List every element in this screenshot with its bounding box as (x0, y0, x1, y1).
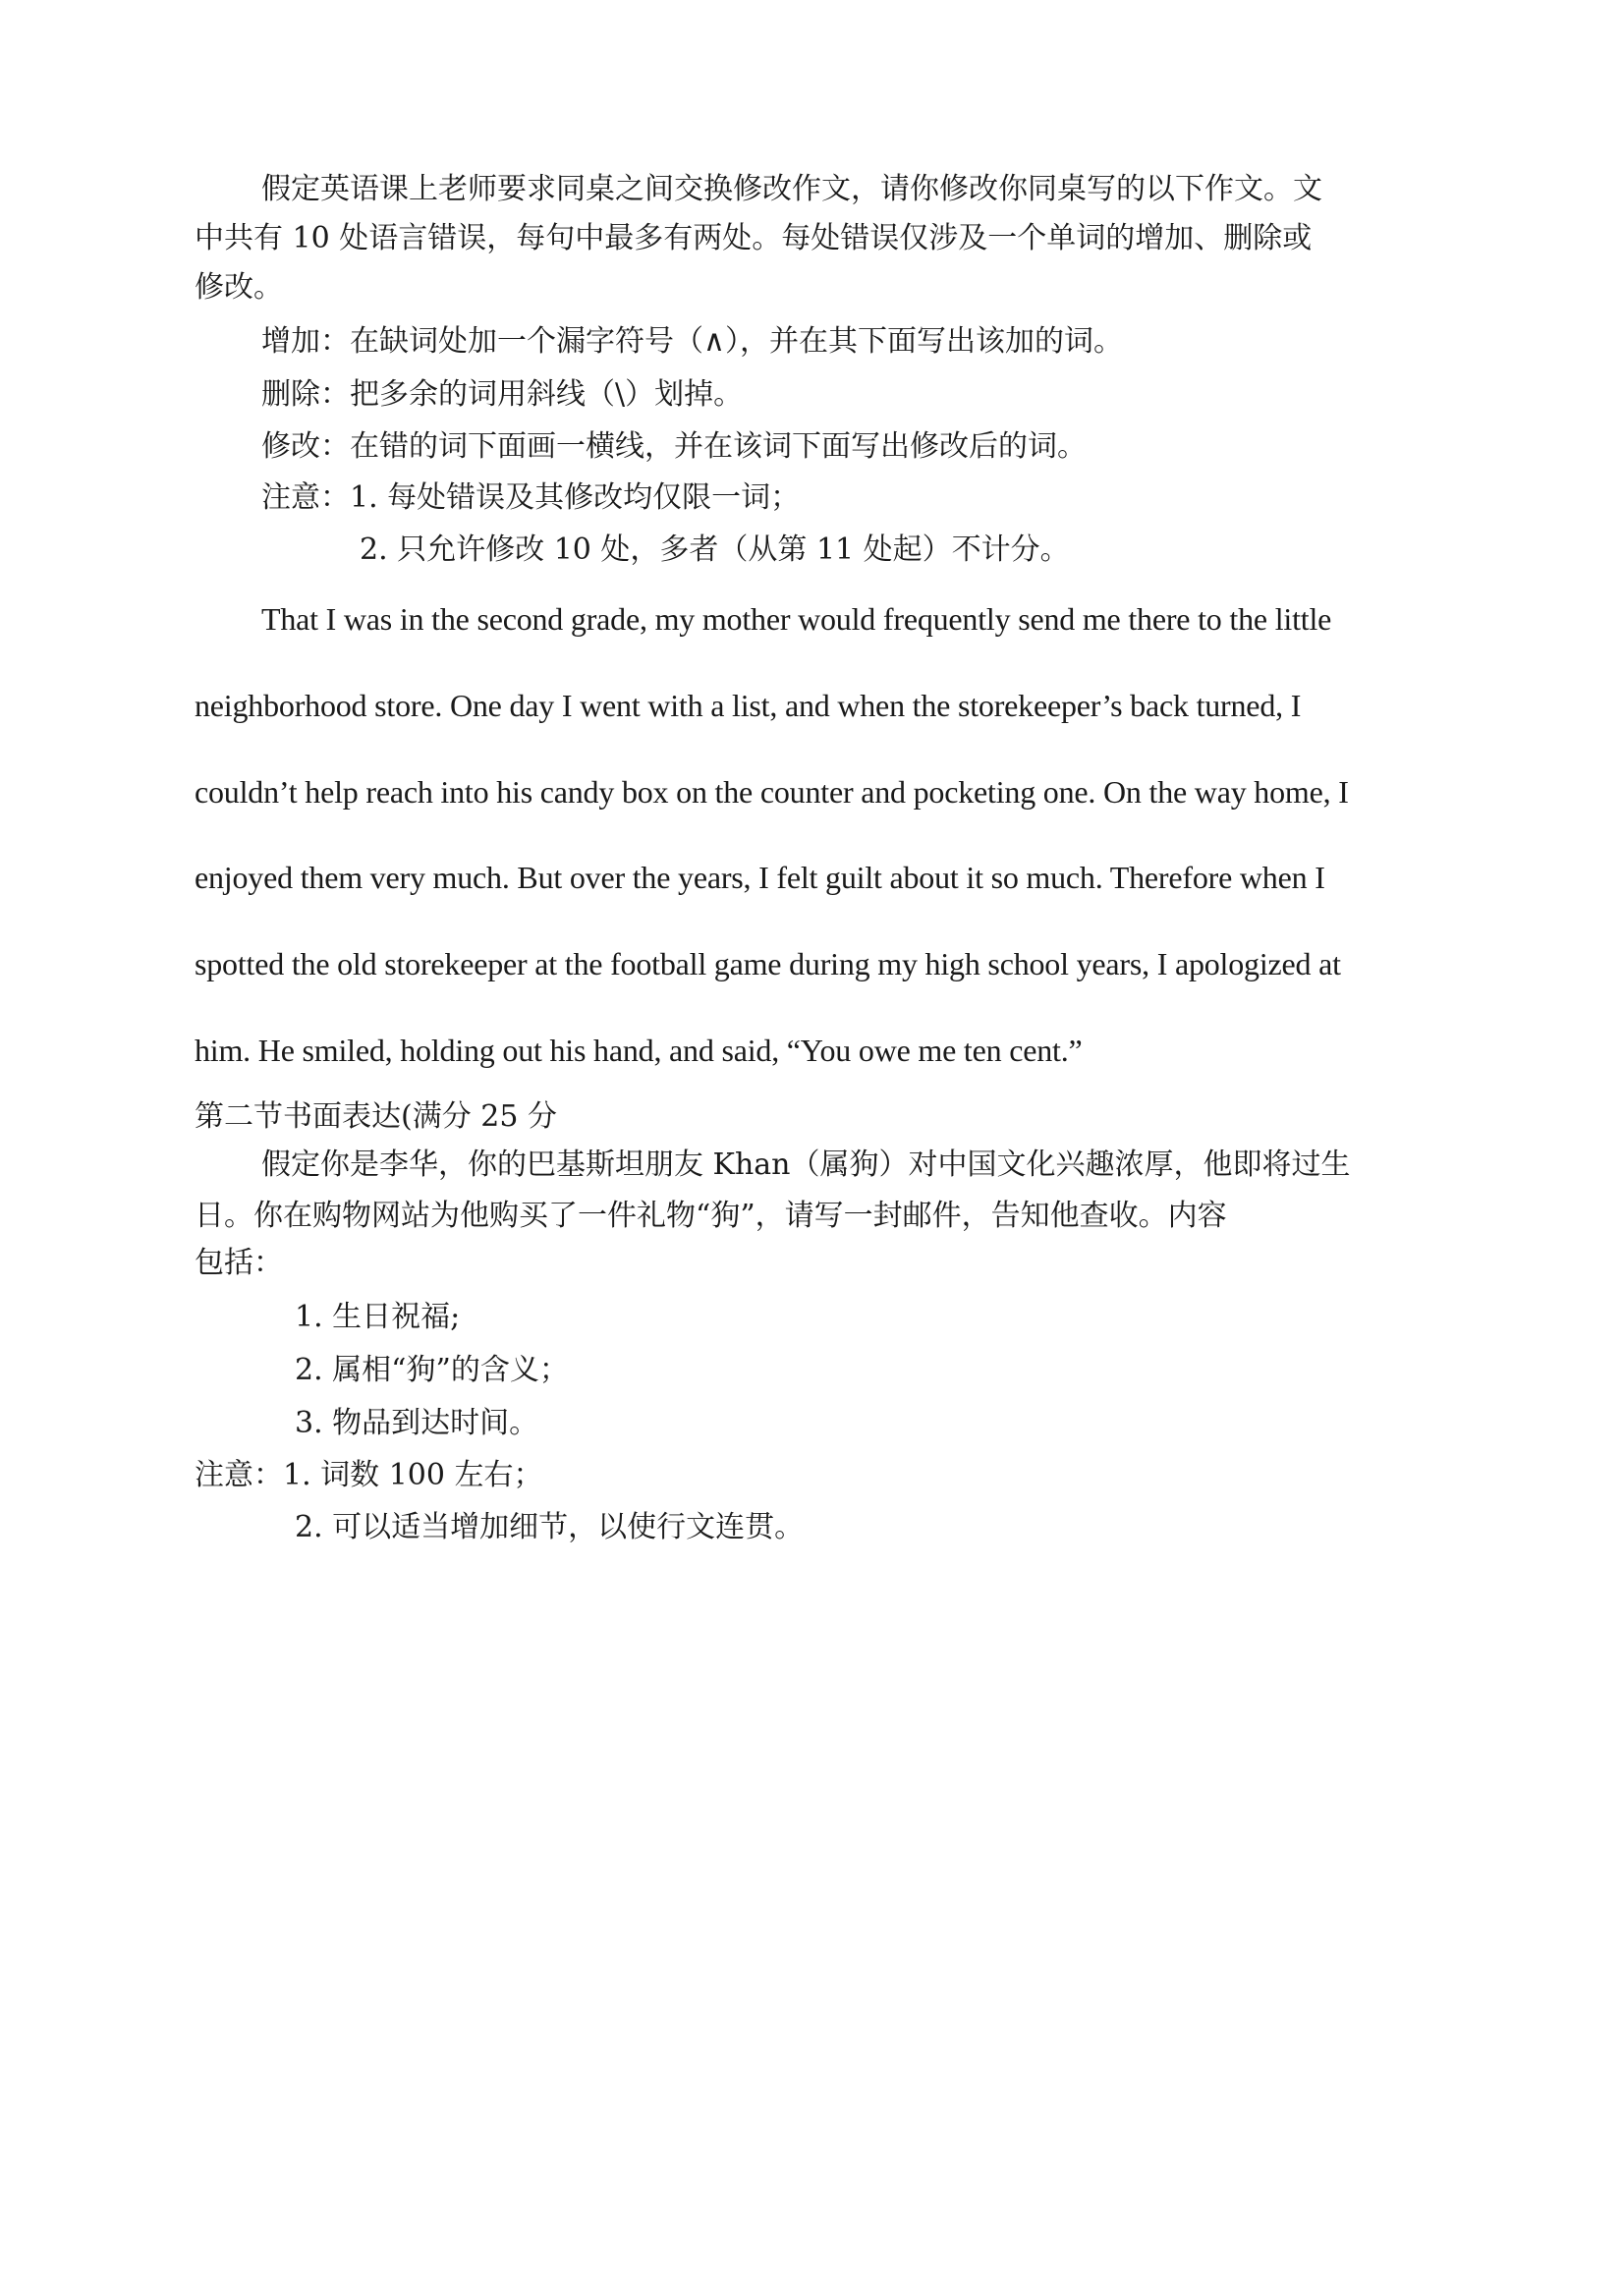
delete-rule: 删除：把多余的词用斜线（\）划掉。 (261, 377, 744, 412)
content-point-3: 3. 物品到达时间。 (295, 1406, 539, 1440)
passage-line-6: him. He smiled, holding out his hand, and said, “You owe me ten cent.” (195, 1033, 1083, 1068)
add-rule: 增加：在缺词处加一个漏字符号（∧），并在其下面写出该加的词。 (261, 324, 1123, 359)
writing-note-2: 2. 可以适当增加细节，以使行文连贯。 (295, 1510, 805, 1544)
writing-prompt-line-2: 日。你在购物网站为他购买了一件礼物“狗”，请写一封邮件，告知他查收。内容 (195, 1199, 1227, 1233)
writing-note-1: 注意：1. 词数 100 左右； (195, 1458, 543, 1492)
writing-prompt-line-1: 假定你是李华，你的巴基斯坦朋友 Khan（属狗）对中国文化兴趣浓厚，他即将过生 (261, 1148, 1351, 1182)
content-point-2: 2. 属相“狗”的含义； (295, 1353, 569, 1387)
writing-prompt-line-3: 包括： (195, 1246, 283, 1280)
passage-line-1: That I was in the second grade, my mother would frequently send me there to the little (261, 601, 1332, 637)
passage-line-3: couldn’t help reach into his candy box on the counter and pocketing one. On the way home, I (195, 774, 1349, 810)
instruction-line-2: 中共有 10 处语言错误，每句中最多有两处。每处错误仅涉及一个单词的增加、删除或 (195, 221, 1313, 255)
correction-note-1: 注意：1. 每处错误及其修改均仅限一词； (261, 480, 801, 515)
instruction-line-3: 修改。 (195, 270, 283, 305)
instruction-line-1: 假定英语课上老师要求同桌之间交换修改作文，请你修改你同桌写的以下作文。文 (261, 172, 1322, 206)
writing-section-heading: 第二节书面表达(满分 25 分 (195, 1099, 557, 1134)
passage-line-4: enjoyed them very much. But over the years, I felt guilt about it so much. Therefore when I (195, 860, 1325, 895)
correction-note-2: 2. 只允许修改 10 处，多者（从第 11 处起）不计分。 (360, 532, 1070, 567)
content-point-1: 1. 生日祝福; (295, 1300, 461, 1334)
passage-line-5: spotted the old storekeeper at the football game during my high school years, I apologized at (195, 946, 1341, 981)
modify-rule: 修改：在错的词下面画一横线，并在该词下面写出修改后的词。 (261, 429, 1087, 464)
passage-line-2: neighborhood store. One day I went with a list, and when the storekeeper’s back turned, I (195, 688, 1302, 723)
